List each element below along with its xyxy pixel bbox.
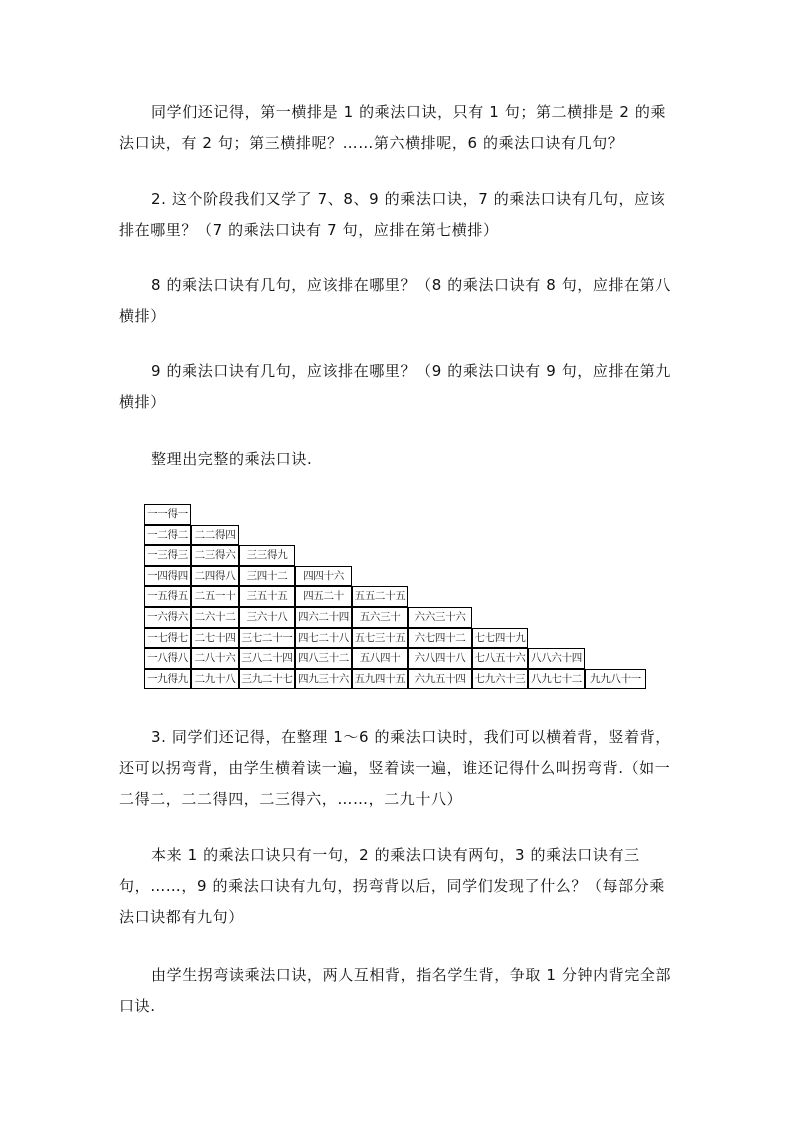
multiplication-table bbox=[144, 504, 648, 690]
paragraph-5-text: 整理出完整的乘法口诀. bbox=[151, 450, 313, 468]
table-cell: 二五一十 bbox=[191, 586, 239, 607]
table-cell: 一一得一 bbox=[144, 504, 191, 525]
table-cell: 二七十四 bbox=[191, 628, 239, 649]
table-cell: 一七得七 bbox=[144, 628, 191, 649]
paragraph-2-text: 2. 这个阶段我们又学了 7、8、9 的乘法口诀，7 的乘法口诀有几句，应该排在哪里？（7 的乘法口诀有 7 句，应排在第七横排） bbox=[119, 190, 666, 239]
table-cell: 一五得五 bbox=[144, 586, 191, 607]
table-cell: 一四得四 bbox=[144, 566, 191, 587]
table-cell: 四九三十六 bbox=[295, 669, 352, 690]
table-cell: 五九四十五 bbox=[352, 669, 408, 690]
table-cell: 一九得九 bbox=[144, 669, 191, 690]
table-cell: 二八十六 bbox=[191, 648, 239, 669]
table-cell: 六九五十四 bbox=[408, 669, 472, 690]
table-cell: 四六二十四 bbox=[295, 607, 352, 628]
table-cell: 六七四十二 bbox=[408, 628, 472, 649]
table-cell: 四四十六 bbox=[295, 566, 352, 587]
table-cell: 八八六十四 bbox=[528, 648, 585, 669]
table-cell: 五六三十 bbox=[352, 607, 408, 628]
table-cell: 三九二十七 bbox=[239, 669, 295, 690]
table-cell: 三三得九 bbox=[239, 545, 295, 566]
table-cell: 三五十五 bbox=[239, 586, 295, 607]
paragraph-5 bbox=[119, 444, 679, 475]
table-cell: 二三得六 bbox=[191, 545, 239, 566]
paragraph-4-text: 9 的乘法口诀有几句，应该排在哪里？（9 的乘法口诀有 9 句，应排在第九横排） bbox=[119, 362, 671, 411]
table-cell: 三八二十四 bbox=[239, 648, 295, 669]
paragraph-7-text: 本来 1 的乘法口诀只有一句，2 的乘法口诀有两句，3 的乘法口诀有三句，……，9 的乘法口诀有九句，拐弯背以后，同学们发现了什么？（每部分乘法口诀都有九句） bbox=[119, 846, 665, 926]
table-cell: 七九六十三 bbox=[472, 669, 528, 690]
paragraph-7 bbox=[119, 840, 679, 933]
paragraph-8 bbox=[119, 960, 679, 1022]
table-cell: 三七二十一 bbox=[239, 628, 295, 649]
table-cell: 一二得二 bbox=[144, 525, 191, 546]
table-cell: 八九七十二 bbox=[528, 669, 585, 690]
paragraph-6-text: 3. 同学们还记得，在整理 1～6 的乘法口诀时，我们可以横着背，竖着背，还可以拐弯背，由学生横着读一遍，竖着读一遍，谁还记得什么叫拐弯背.（如一二得二，二二得四，二三得六，……，二九十八） bbox=[119, 728, 671, 808]
table-cell: 四八三十二 bbox=[295, 648, 352, 669]
table-cell: 一六得六 bbox=[144, 607, 191, 628]
paragraph-1 bbox=[119, 97, 679, 159]
table-cell: 三四十二 bbox=[239, 566, 295, 587]
table-cell: 九九八十一 bbox=[585, 669, 646, 690]
paragraph-2 bbox=[119, 184, 679, 246]
table-cell: 四七二十八 bbox=[295, 628, 352, 649]
table-cell: 二二得四 bbox=[191, 525, 239, 546]
table-cell: 五八四十 bbox=[352, 648, 408, 669]
table-cell: 一八得八 bbox=[144, 648, 191, 669]
table-cell: 一三得三 bbox=[144, 545, 191, 566]
table-cell: 六八四十八 bbox=[408, 648, 472, 669]
table-cell: 三六十八 bbox=[239, 607, 295, 628]
table-cell: 六六三十六 bbox=[408, 607, 472, 628]
table-cell: 五七三十五 bbox=[352, 628, 408, 649]
paragraph-4 bbox=[119, 356, 679, 418]
paragraph-6 bbox=[119, 722, 679, 815]
table-cell: 七七四十九 bbox=[472, 628, 528, 649]
table-cell: 五五二十五 bbox=[352, 586, 408, 607]
paragraph-3-text: 8 的乘法口诀有几句，应该排在哪里？（8 的乘法口诀有 8 句，应排在第八横排） bbox=[119, 276, 671, 325]
table-cell: 二六十二 bbox=[191, 607, 239, 628]
paragraph-3 bbox=[119, 270, 679, 332]
table-cell: 四五二十 bbox=[295, 586, 352, 607]
table-cell: 七八五十六 bbox=[472, 648, 528, 669]
table-cell: 二九十八 bbox=[191, 669, 239, 690]
table-cell: 二四得八 bbox=[191, 566, 239, 587]
paragraph-1-text: 同学们还记得，第一横排是 1 的乘法口诀，只有 1 句；第二横排是 2 的乘法口诀，有 2 句；第三横排呢？……第六横排呢，6 的乘法口诀有几句？ bbox=[119, 103, 667, 152]
paragraph-8-text: 由学生拐弯读乘法口诀，两人互相背，指名学生背，争取 1 分钟内背完全部口诀. bbox=[119, 966, 672, 1015]
